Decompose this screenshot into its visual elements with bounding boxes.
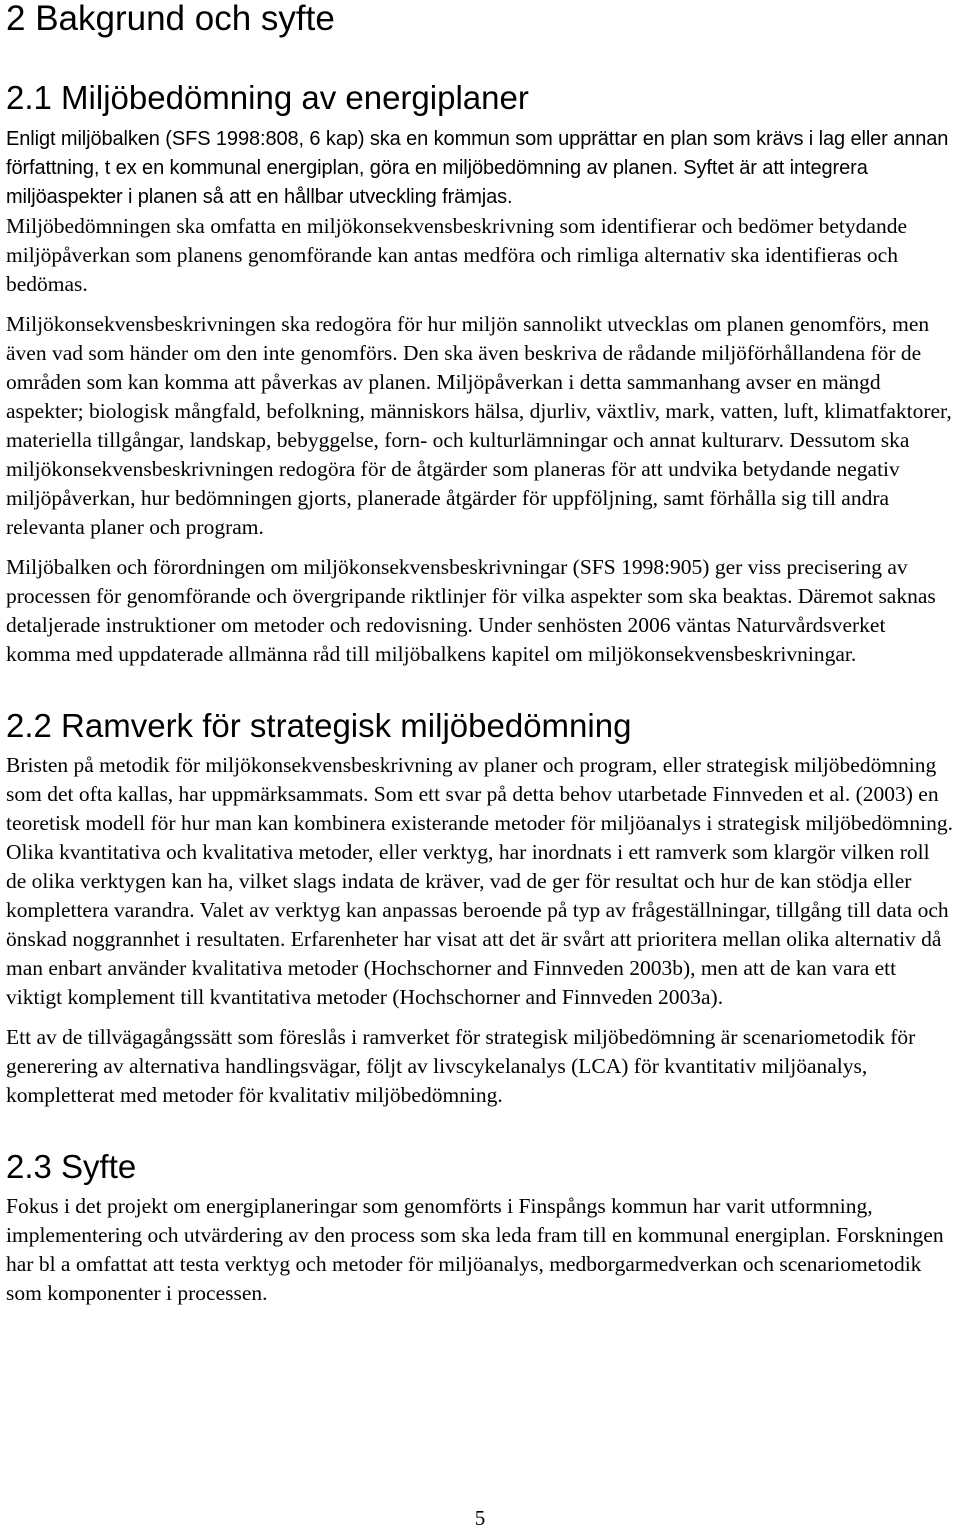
paragraph-2-1-c: Miljökonsekvensbeskrivningen ska redogöra för hur miljön sannolikt utvecklas om planen genomförs, men även vad som händer om den inte genomförs. Den ska även beskriva de rådande miljöförhållandena för de områden som kan komma att påverkas av planen. Miljöpåverkan i detta sammanhang avser en mängd aspekter; biologisk mångfald, befolkning, människors hälsa, djurliv, växtliv, mark, vatten, luft, klimatfaktorer, materiella tillgångar, landskap, bebyggelse, forn- och kulturlämningar och annat kulturarv. Dessutom ska miljökonsekvensbeskrivningen redogöra för de åtgärder som planeras för att undvika betydande negativ miljöpåverkan, hur bedömningen gjorts, planerade åtgärder för uppföljning, samt förhålla sig till andra relevanta planer och program. [6,312,952,539]
paragraph-2-2-a: Bristen på metodik för miljökonsekvensbeskrivning av planer och program, eller strategisk miljöbedömning som det ofta kallas, har uppmärksammats. Som ett svar på detta behov utarbetade Finnveden et al. (2003) en teoretisk modell för hur man kan kombinera existerande metoder för miljöanalys i strategisk miljöbedömning. Olika kvantitativa och kvalitativa metoder, eller verktyg, har inordnats i ett ramverk som klargör vilken roll de olika verktygen kan ha, vilket slags indata de kräver, vad de ger för resultat och hur de kan stödja eller komplettera varandra. Valet av verktyg kan anpassas beroende på typ av frågeställningar, tillgång till data och önskad noggrannhet i resultaten. Erfarenheter har visat att det är svårt att prioritera mellan olika alternativ då man enbart använder kvalitativa metoder (Hochschorner and Finnveden 2003b), men att de kan vara ett viktigt komplement till kvantitativa metoder (Hochschorner and Finnveden 2003a). [6,753,953,1009]
section-heading-2-3: 2.3 Syfte [6,1148,137,1185]
paragraph-2-1-b: Miljöbedömningen ska omfatta en miljökonsekvensbeskrivning som identifierar och bedömer betydande miljöpåverkan som planens genomförande kan antas medföra och rimliga alternativ ska identifieras och bedömas. [6,214,907,296]
paragraph-2-1-d: Miljöbalken och förordningen om miljökonsekvensbeskrivningar (SFS 1998:905) ger viss precisering av processen för genomförande och övergripande riktlinjer för vilka aspekter som ska beaktas. Däremot saknas detaljerade instruktioner om metoder och redovisning. Under senhösten 2006 väntas Naturvårdsverket komma med uppdaterade allmänna råd till miljöbalkens kapitel om miljökonsekvensbeskrivningar. [6,555,936,666]
paragraph-2-3-a: Fokus i det projekt om energiplaneringar som genomförts i Finspångs kommun har varit utformning, implementering och utvärdering av den process som ska leda fram till en kommunal energiplan. Forskningen har bl a omfattat att testa verktyg och metoder för miljöanalys, medborgarmedverkan och scenariometodik som komponenter i processen. [6,1194,944,1305]
section-heading-2: 2 Bakgrund och syfte [6,0,335,38]
paragraph-2-1-a-text: Enligt miljöbalken (SFS 1998:808, 6 kap) ska en kommun som upprättar en plan som krävs i lag eller annan författning, t ex en kommunal energiplan, göra en miljöbedömning av planen. Syftet är att integrera miljöaspekter i planen så att en hållbar utveckling främjas. [6,128,949,208]
document-page [6,0,954,1308]
section-heading-2-2: 2.2 Ramverk för strategisk miljöbedömning [6,707,632,744]
paragraph-2-1-a [6,125,954,212]
section-heading-2-1: 2.1 Miljöbedömning av energiplaner [6,79,529,116]
paragraph-2-2-b: Ett av de tillvägagångssätt som föreslås i ramverket för strategisk miljöbedömning är scenariometodik för generering av alternativa handlingsvägar, följt av livscykelanalys (LCA) för kvantitativ miljöanalys, kompletterat med metoder för kvalitativ miljöbedömning. [6,1025,916,1107]
page-number: 5 [474,1506,486,1530]
